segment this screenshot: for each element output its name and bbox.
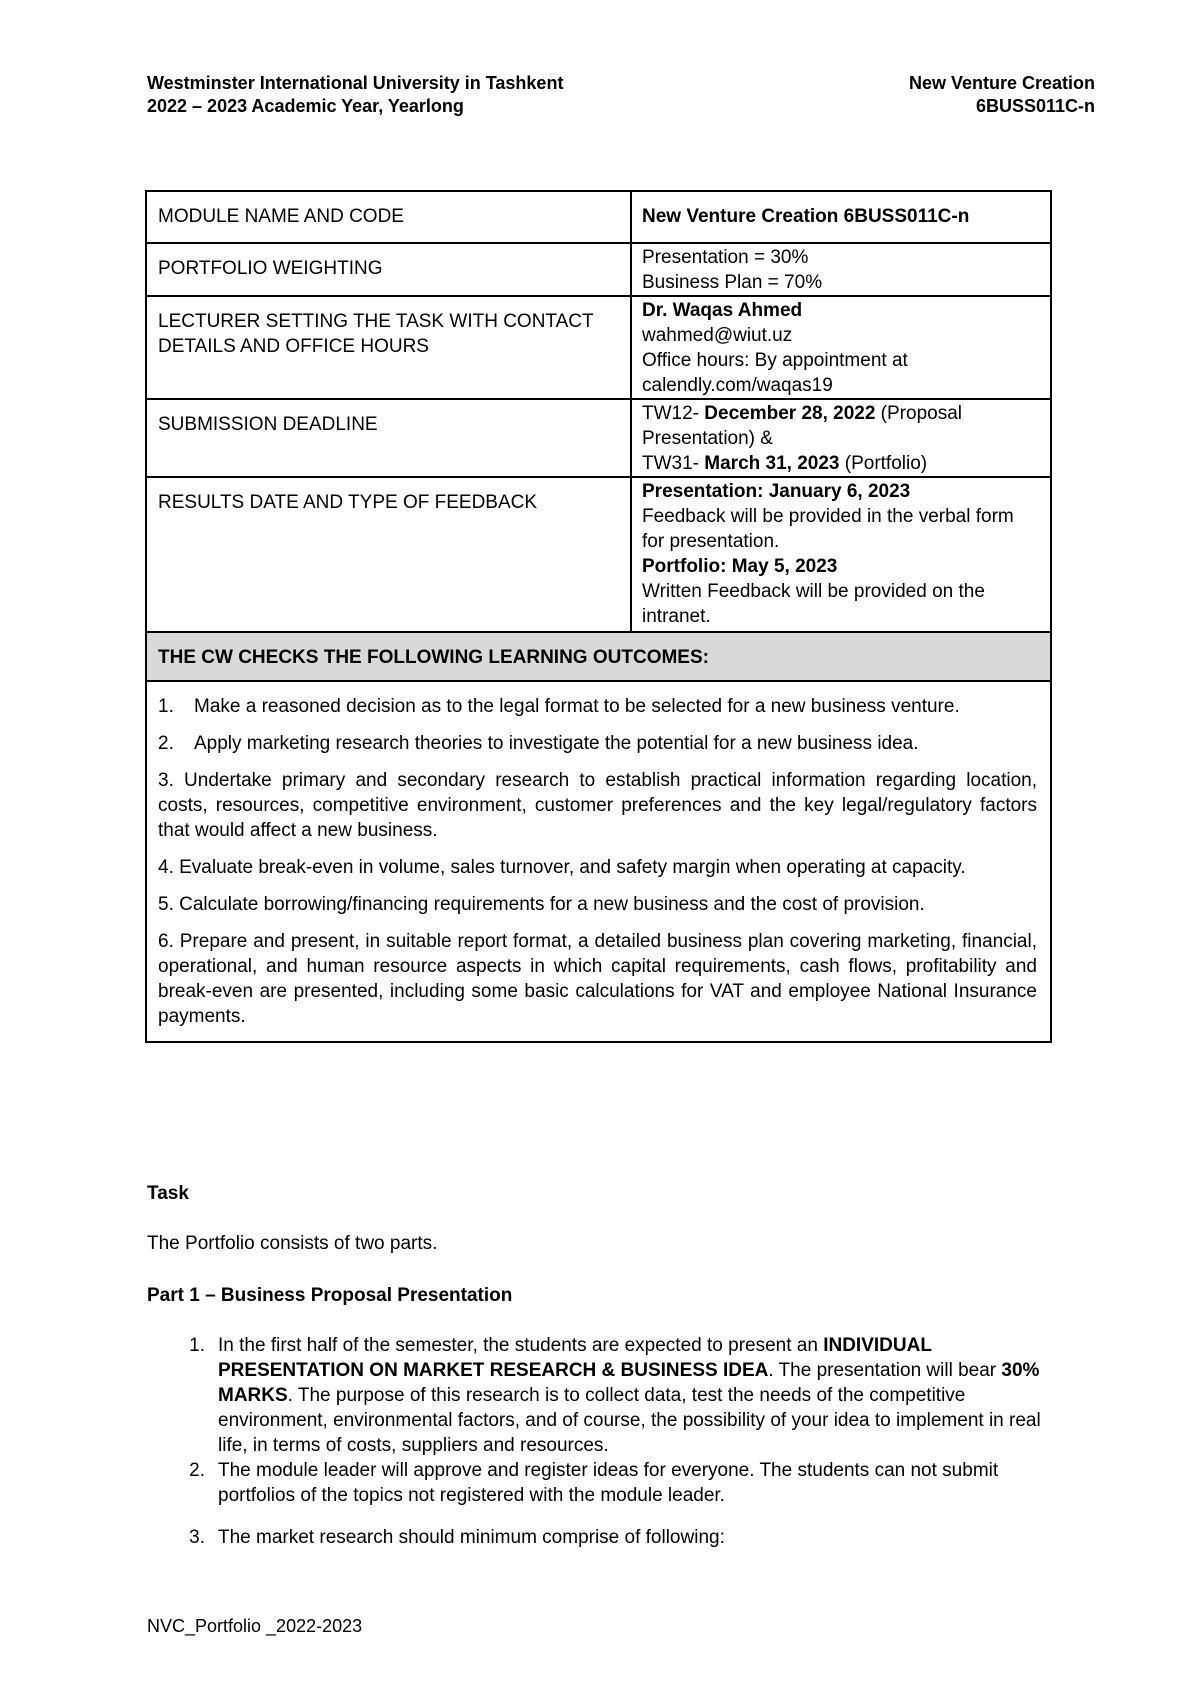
item-text-part: . The purpose of this research is to collect data, test the needs of the competitive environment, environmental factors, and of course, the possibility of your idea to implement in real life, in terms of costs, suppliers and resources. — [218, 1385, 1041, 1456]
outcome-number: 1. — [158, 696, 174, 717]
learning-outcome: 6. Prepare and present, in suitable report format, a detailed business plan covering marketing, financial, operational, and human resource aspects in which capital requirements, cash flows, profitability and break-even are presented, including some basic calculations for VAT and employee National Insurance payments. — [158, 931, 1037, 1027]
learning-outcome: 3. Undertake primary and secondary research to establish practical information regarding location, costs, resources, competitive environment, customer preferences and the key legal/regulatory factors that would affect a new business. — [158, 770, 1037, 841]
module-info-table — [145, 190, 1052, 1043]
presentation-feedback: Feedback will be provided in the verbal form for presentation. — [642, 506, 1014, 552]
part1-heading: Part 1 – Business Proposal Presentation — [147, 1285, 513, 1306]
item-number: 2. — [189, 1460, 205, 1481]
calendly-link[interactable]: calendly.com/waqas19 — [642, 375, 833, 396]
item-emphasis: 30% MARKS — [218, 1360, 1040, 1406]
header-right — [909, 72, 1095, 118]
portfolio-results-date: Portfolio: May 5, 2023 — [642, 556, 838, 577]
lecturer-name: Dr. Waqas Ahmed — [642, 300, 803, 321]
weighting-value — [631, 243, 1051, 296]
academic-year: 2022 – 2023 Academic Year, Yearlong — [147, 96, 464, 116]
tw12-prefix: TW12- — [642, 403, 705, 424]
list-item — [147, 1525, 1057, 1550]
module-value: New Venture Creation 6BUSS011C-n — [631, 191, 1051, 243]
tw12-date: December 28, 2022 — [704, 403, 876, 424]
item-text-part: In the first half of the semester, the students are expected to present an — [218, 1335, 824, 1356]
module-label: MODULE NAME AND CODE — [146, 191, 631, 243]
results-label: RESULTS DATE AND TYPE OF FEEDBACK — [146, 477, 631, 632]
list-item — [147, 1333, 1057, 1458]
outcomes-list — [146, 681, 1051, 1042]
item-emphasis: INDIVIDUAL PRESENTATION ON MARKET RESEARCH & BUSINESS IDEA — [218, 1335, 932, 1381]
outcomes-heading: THE CW CHECKS THE FOLLOWING LEARNING OUTCOMES: — [146, 632, 1051, 681]
weighting-row — [146, 243, 1051, 296]
module-code: 6BUSS011C-n — [975, 96, 1095, 116]
deadline-label: SUBMISSION DEADLINE — [146, 399, 631, 477]
tw31-date: March 31, 2023 — [704, 453, 840, 474]
university-name: Westminster International University in Tashkent — [147, 73, 564, 93]
deadline-value — [631, 399, 1051, 477]
task-intro: The Portfolio consists of two parts. — [147, 1233, 438, 1254]
tw12-suffix: (Proposal Presentation) & — [642, 403, 963, 449]
lecturer-email[interactable]: wahmed@wiut.uz — [642, 325, 793, 346]
deadline-row — [146, 399, 1051, 477]
results-value — [631, 477, 1051, 632]
outcomes-row — [146, 681, 1051, 1042]
tw31-prefix: TW31- — [642, 453, 705, 474]
lecturer-value — [631, 296, 1051, 399]
learning-outcome: 4. Evaluate break-even in volume, sales turnover, and safety margin when operating at capacity. — [158, 857, 966, 878]
presentation-results-date: Presentation: January 6, 2023 — [642, 481, 911, 502]
item-text-part: . The presentation will bear — [768, 1360, 1002, 1381]
module-row — [146, 191, 1051, 243]
item-number: 1. — [189, 1335, 205, 1356]
part1-list — [147, 1333, 1057, 1550]
results-row — [146, 477, 1051, 632]
item-number: 3. — [189, 1527, 205, 1548]
tw31-suffix: (Portfolio) — [839, 453, 928, 474]
learning-outcome: 5. Calculate borrowing/financing requirements for a new business and the cost of provision. — [158, 894, 925, 915]
outcome-text: Make a reasoned decision as to the legal format to be selected for a new business venture. — [194, 696, 960, 717]
learning-outcome — [158, 731, 1037, 756]
learning-outcome — [158, 694, 1037, 719]
weighting-label: PORTFOLIO WEIGHTING — [146, 243, 631, 296]
portfolio-feedback: Written Feedback will be provided on the intranet. — [642, 581, 985, 627]
module-name: New Venture Creation — [908, 73, 1095, 93]
item-text: The market research should minimum comprise of following: — [218, 1527, 725, 1548]
item-text — [218, 1333, 1057, 1458]
outcome-number: 2. — [158, 733, 174, 754]
task-heading: Task — [147, 1183, 189, 1204]
page-footer: NVC_Portfolio _2022-2023 — [147, 1616, 363, 1636]
header-left — [147, 72, 563, 118]
weighting-business-plan: Business Plan = 70% — [642, 272, 823, 293]
item-text: The module leader will approve and register ideas for everyone. The students can not submit portfolios of the topics not registered with the module leader. — [218, 1460, 999, 1506]
weighting-presentation: Presentation = 30% — [642, 247, 809, 268]
office-hours: Office hours: By appointment at — [642, 350, 908, 371]
lecturer-label: LECTURER SETTING THE TASK WITH CONTACT DETAILS AND OFFICE HOURS — [146, 296, 631, 399]
outcomes-heading-row — [146, 632, 1051, 681]
lecturer-row — [146, 296, 1051, 399]
list-item — [147, 1458, 1057, 1508]
outcome-text: Apply marketing research theories to investigate the potential for a new business idea. — [194, 733, 919, 754]
